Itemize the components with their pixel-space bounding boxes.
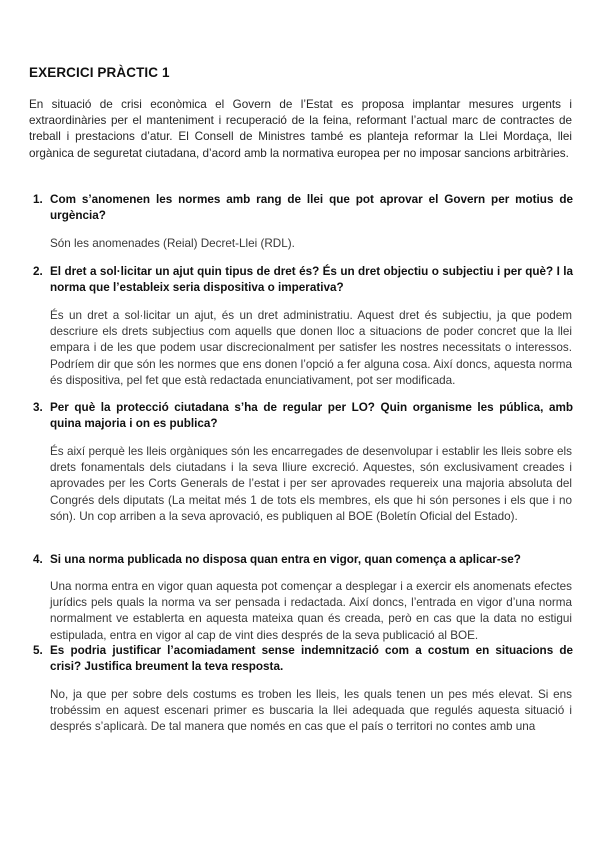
question-text: Com s’anomenen les normes amb rang de llei que pot aprovar el Govern per motius de urgència? bbox=[50, 193, 573, 223]
answer-5: No, ja que per sobre dels costums es troben les lleis, les quals tenen un pes més elevat. Si ens trobéssim en aquest escenari primer es buscaria la llei adequada que regulés aquesta situació i després s’aplicarà. De tal manera que només en cas que el país o territori no contes amb una bbox=[50, 688, 572, 734]
answer-1: Són les anomenades (Reial) Decret-Llei (RDL). bbox=[50, 237, 295, 250]
page-title: EXERCICI PRÀCTIC 1 bbox=[29, 65, 170, 80]
question-5 bbox=[33, 643, 573, 675]
question-number: 3. bbox=[33, 401, 43, 414]
answer-4: Una norma entra en vigor quan aquesta pot començar a desplegar i a exercir els anomenats efectes jurídics pels quals la norma va ser pensada i redactada. Així doncs, l’entrada en vigor d’una norma normalment ve establerta en aquesta mateixa quan és creada, però en cas que la data no estigui estipulada, entra en vigor al cap de vint dies després de la seva publicació al BOE. bbox=[50, 580, 572, 642]
question-text: El dret a sol·licitar un ajut quin tipus de dret és? És un dret objectiu o subjectiu i per què? I la norma que l’estableix seria dispositiva o imperativa? bbox=[50, 265, 573, 295]
question-1 bbox=[33, 192, 573, 224]
question-text: Es podria justificar l’acomiadament sense indemnització com a costum en situacions de crisi? Justifica breument la teva resposta. bbox=[50, 644, 573, 674]
answer-2: És un dret a sol·licitar un ajut, és un dret administratiu. Aquest dret és subjectiu, ja que podem descriure els drets subjectius com aquells que donen lloc a situacions de poder concret que la llei empara i de les que podem usar discrecionalment per satisfer les nostres necessitats o interessos. Podríem dir que són les normes que ens donen l’opció a fer alguna cosa. Així doncs, aquesta norma és dispositiva, pel fet que està redactada enunciativament, pot ser modificada. bbox=[50, 309, 572, 387]
question-number: 5. bbox=[33, 644, 43, 657]
question-number: 1. bbox=[33, 193, 43, 206]
intro-paragraph: En situació de crisi econòmica el Govern de l’Estat es proposa implantar mesures urgents i extraordinàries per el manteniment i recuperació de la feina, reformant l’actual marc de contractes de treball i prestacions d’atur. El Consell de Ministres també es planteja reformar la Llei Mordaça, llei orgànica de seguretat ciutadana, d’acord amb la normativa europea per no imposar sancions arbitràries. bbox=[29, 98, 572, 160]
question-number: 2. bbox=[33, 265, 43, 278]
question-4 bbox=[33, 552, 573, 568]
question-2 bbox=[33, 264, 573, 296]
question-text: Si una norma publicada no disposa quan entra en vigor, quan comença a aplicar-se? bbox=[50, 553, 521, 566]
answer-3: És així perquè les lleis orgàniques són les encarregades de desenvolupar i establir les lleis sobre els drets fonamentals dels ciutadans i la seva lliure excreció. Aquestes, són exclusivament creades i aprovades per les Corts Generals de l’estat i per ser aprovades requereix una majoria absoluta del Congrés dels diputats (La meitat més 1 de tots els membres, els que hi són persones i els que i no són). Un cop arriben a la seva aprovació, es publiquen al BOE (Boletín Oficial del Estado). bbox=[50, 445, 572, 523]
question-text: Per què la protecció ciutadana s’ha de regular per LO? Quin organisme les pública, amb quina majoria i on es publica? bbox=[50, 401, 573, 431]
question-3 bbox=[33, 400, 573, 432]
question-number: 4. bbox=[33, 553, 43, 566]
